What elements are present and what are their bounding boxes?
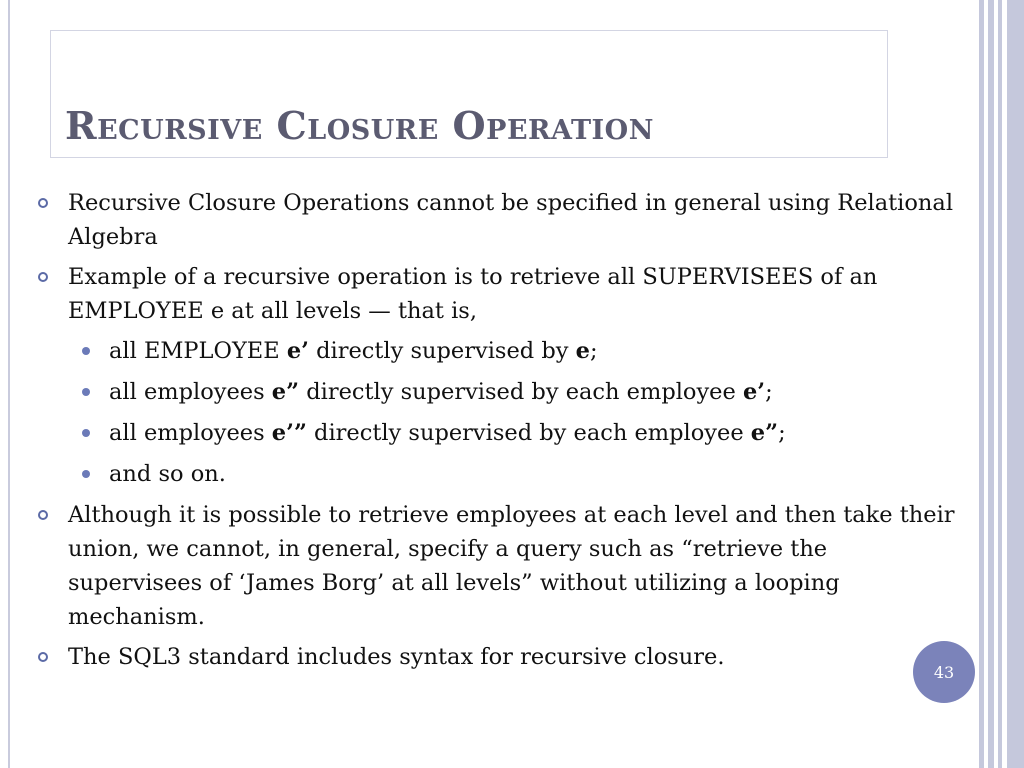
sub-bullet-item	[38, 375, 958, 409]
slide-content	[38, 186, 958, 680]
sub-bullet-text: all EMPLOYEE e’ directly supervised by e;	[109, 338, 598, 364]
bullet-dot-icon	[82, 470, 90, 478]
sub-bullet-item	[38, 334, 958, 368]
bullet-item	[38, 640, 958, 674]
right-decorative-stripe	[998, 0, 1002, 768]
right-decorative-stripe	[979, 0, 984, 768]
left-decorative-rule	[8, 0, 10, 768]
bullet-dot-icon	[82, 388, 90, 396]
page-number-badge: 43	[913, 641, 975, 703]
sub-bullet-text: all employees e’” directly supervised by each employee e”;	[109, 420, 786, 446]
bullet-text: Although it is possible to retrieve employees at each level and then take their union, we cannot, in general, specify a query such as “retrieve the supervisees of ‘James Borg’ at all levels” without utilizing a looping mechanism.	[68, 502, 955, 630]
sub-bullet-item	[38, 416, 958, 450]
bullet-item	[38, 260, 958, 328]
title-frame	[50, 30, 888, 158]
bullet-text: Example of a recursive operation is to retrieve all SUPERVISEES of an EMPLOYEE e at all levels — that is,	[68, 264, 878, 324]
bullet-dot-icon	[82, 347, 90, 355]
bullet-ring-icon	[38, 652, 48, 662]
sub-bullet-item	[38, 457, 958, 491]
slide-title: Recursive Closure Operation	[65, 103, 654, 148]
bullet-ring-icon	[38, 510, 48, 520]
bullet-dot-icon	[82, 429, 90, 437]
bullet-text: Recursive Closure Operations cannot be specified in general using Relational Algebra	[68, 190, 954, 250]
bullet-item	[38, 498, 958, 634]
bullet-ring-icon	[38, 198, 48, 208]
right-decorative-stripe	[988, 0, 994, 768]
bullet-text: The SQL3 standard includes syntax for recursive closure.	[68, 644, 725, 670]
right-decorative-stripe	[1007, 0, 1024, 768]
bullet-item	[38, 186, 958, 254]
sub-bullet-text: all employees e” directly supervised by each employee e’;	[109, 379, 773, 405]
bullet-ring-icon	[38, 272, 48, 282]
sub-bullet-text: and so on.	[109, 461, 226, 487]
